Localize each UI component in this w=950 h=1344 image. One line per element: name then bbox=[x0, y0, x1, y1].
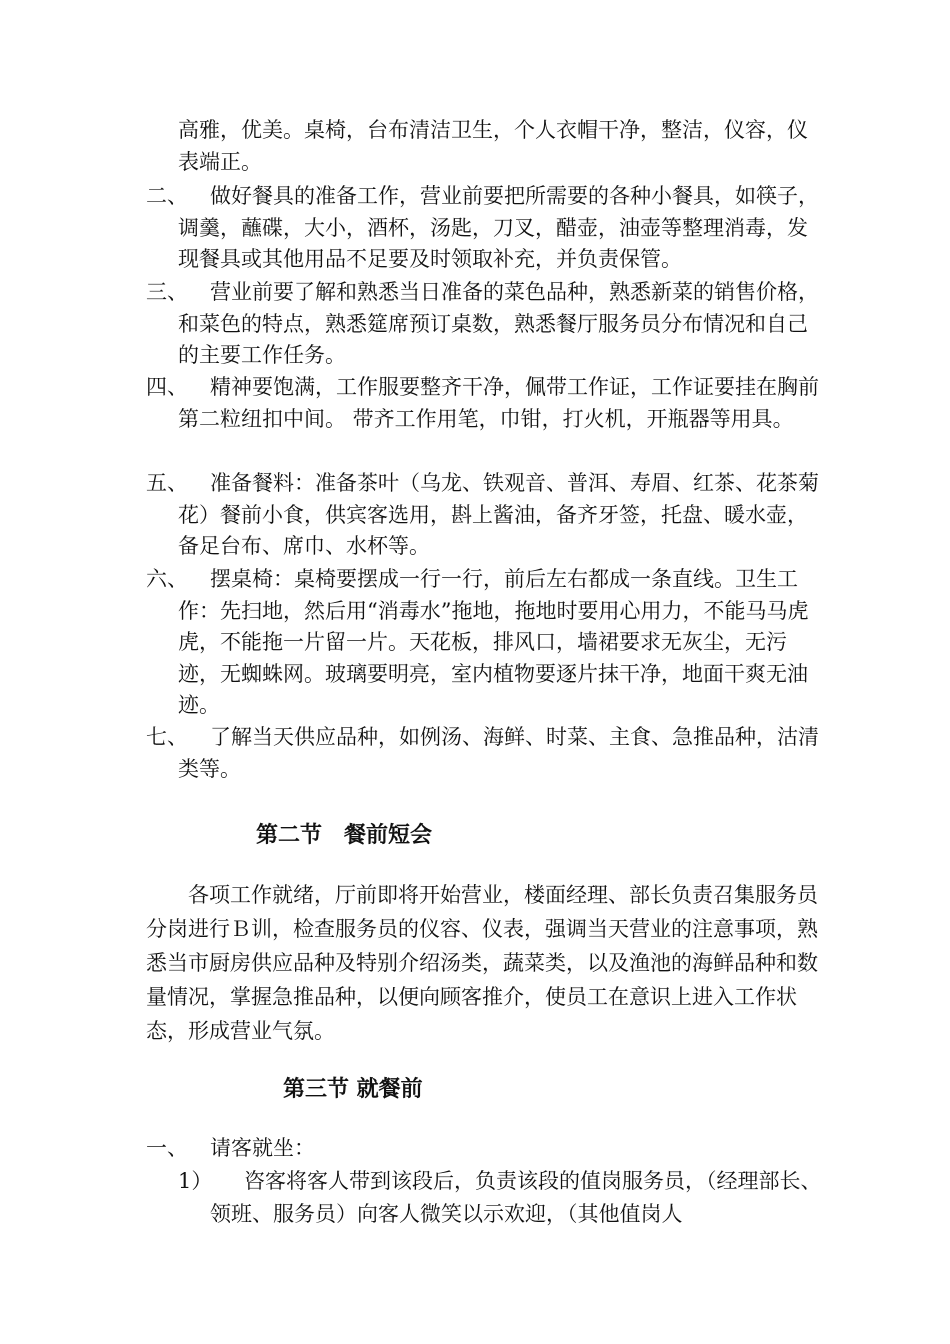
sub-item-number: 1） bbox=[178, 1169, 213, 1193]
list-item-2 bbox=[146, 181, 826, 276]
list-item-6 bbox=[146, 564, 826, 722]
list-item-number: 五、 bbox=[146, 471, 188, 495]
list-item-number: 三、 bbox=[146, 280, 188, 304]
list-item-text: 营业前要了解和熟悉当日准备的菜色品种，熟悉新菜的销售价格，和菜色的特点，熟悉筵席预订桌数，熟悉餐厅服务员分布情况和自己的主要工作任务。 bbox=[178, 280, 819, 367]
list-item-number: 一、 bbox=[146, 1136, 188, 1160]
list-item-text: 请客就坐： bbox=[210, 1136, 315, 1160]
list-item-1 bbox=[146, 1133, 826, 1165]
list-item-7 bbox=[146, 722, 826, 785]
list-item-text: 精神要饱满，工作服要整齐干净，佩带工作证，工作证要挂在胸前第二粒纽扣中间。 带齐工作用笔，巾钳，打火机，开瓶器等用具。 bbox=[178, 375, 819, 431]
sub-item-1 bbox=[178, 1165, 826, 1231]
list-item-number: 四、 bbox=[146, 375, 188, 399]
section-heading-2: 第二节 餐前短会 bbox=[256, 822, 433, 848]
section-heading-3: 第三节 就餐前 bbox=[283, 1076, 423, 1102]
list-item-text: 摆桌椅：桌椅要摆成一行一行，前后左右都成一条直线。卫生工作：先扫地，然后用“消毒水”拖地，拖地时要用心用力，不能马马虎虎，不能拖一片留一片。天花板，排风口，墙裙要求无灰尘，无污迹，无蜘蛛网。玻璃要明亮，室内植物要逐片抹干净，地面干爽无油迹。 bbox=[178, 567, 809, 717]
list-item-number: 七、 bbox=[146, 725, 188, 749]
list-item-number: 六、 bbox=[146, 567, 188, 591]
list-item-4 bbox=[146, 372, 826, 435]
list-item-5 bbox=[146, 468, 826, 563]
list-item-number: 二、 bbox=[146, 184, 188, 208]
list-item-3 bbox=[146, 277, 826, 372]
section-2-paragraph: 各项工作就绪，厅前即将开始营业，楼面经理、部长负责召集服务员分岗进行Ｂ训，检查服务员的仪容、仪表，强调当天营业的注意事项，熟悉当市厨房供应品种及特别介绍汤类，蔬菜类，以及渔池的海鲜品种和数量情况，掌握急推品种，以便向顾客推介，使员工在意识上进入工作状态，形成营业气氛。 bbox=[146, 883, 818, 1043]
sub-item-text: 咨客将客人带到该段后，负责该段的值岗服务员，（经理部长、领班、服务员）向客人微笑以示欢迎，（其他值岗人 bbox=[210, 1169, 822, 1226]
continued-paragraph: 高雅，优美。桌椅，台布清洁卫生，个人衣帽干净，整洁，仪容，仪表端正。 bbox=[178, 118, 808, 174]
list-item-text: 了解当天供应品种，如例汤、海鲜、时菜、主食、急推品种，沽清类等。 bbox=[178, 725, 819, 781]
list-item-text: 准备餐料：准备茶叶（乌龙、铁观音、普洱、寿眉、红茶、花茶菊花）餐前小食，供宾客选用，斟上酱油，备齐牙签，托盘、暖水壶，备足台布、席巾、水杯等。 bbox=[178, 471, 819, 558]
list-item-text: 做好餐具的准备工作，营业前要把所需要的各种小餐具，如筷子，调羹，蘸碟，大小，酒杯，汤匙，刀叉，醋壶，油壶等整理消毒，发现餐具或其他用品不足要及时领取补充，并负责保管。 bbox=[178, 184, 819, 271]
